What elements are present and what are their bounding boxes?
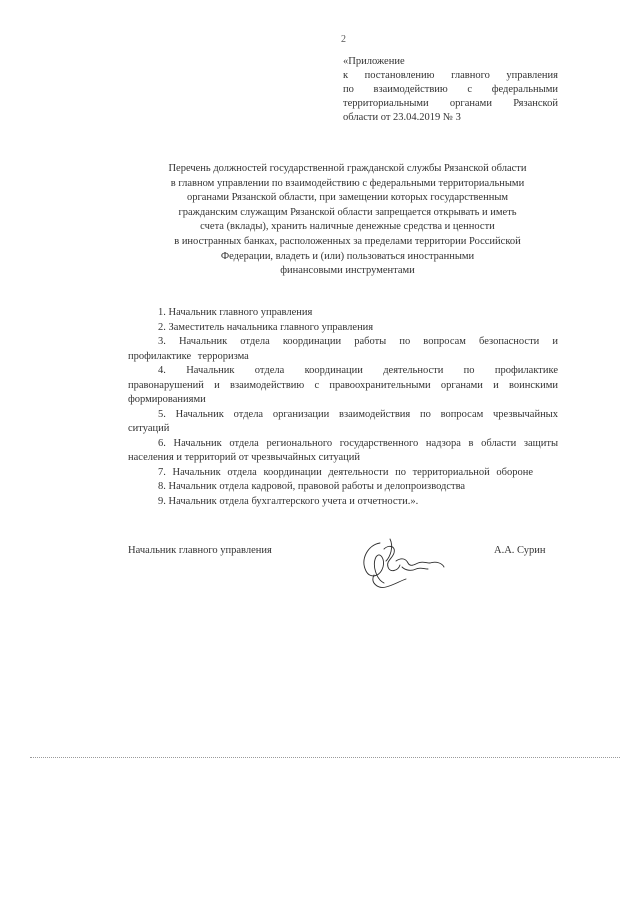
appendix-header bbox=[343, 55, 558, 125]
list-item: 7. Начальник отдела координации деятельности по территориальной обороне bbox=[158, 466, 534, 478]
list-item: 8. Начальник отдела кадровой, правовой работы и делопроизводства bbox=[158, 481, 466, 492]
appendix-header-line: территориальными органами Рязанской bbox=[343, 98, 558, 109]
title-line: финансовыми инструментами bbox=[280, 265, 415, 277]
title-line: органами Рязанской области, при замещении которых государственным bbox=[186, 192, 509, 204]
title-line: Федерации, владеть и (или) пользоваться иностранными bbox=[220, 250, 475, 262]
appendix-header-line: области от 23.04.2019 № 3 bbox=[343, 112, 461, 123]
list-item: 3. Начальник отдела координации работы по вопросам безопасности и профилактике терроризма bbox=[128, 336, 558, 362]
signer-title: Начальник главного управления bbox=[128, 545, 272, 556]
positions-list bbox=[128, 306, 558, 509]
appendix-header-line: к постановлению главного управления bbox=[343, 70, 558, 81]
list-item: 9. Начальник отдела бухгалтерского учета и отчетности.». bbox=[158, 495, 419, 507]
appendix-header-line: «Приложение bbox=[343, 56, 405, 67]
handwritten-signature bbox=[350, 537, 450, 595]
document-title bbox=[120, 162, 575, 279]
list-item: 4. Начальник отдела координации деятельности по профилактике правонарушений и взаимодействию с правоохранительными органами и воинскими формированиями bbox=[128, 365, 558, 405]
title-line: счета (вклады), хранить наличные денежные средства и ценности bbox=[200, 221, 495, 233]
list-item: 1. Начальник главного управления bbox=[158, 307, 313, 318]
page-number: 2 bbox=[341, 34, 346, 45]
title-line: в главном управлении по взаимодействию с федеральными территориальными bbox=[170, 177, 525, 189]
title-line: в иностранных банках, расположенных за пределами территории Российской bbox=[174, 235, 521, 247]
title-line: Перечень должностей государственной гражданской службы Рязанской области bbox=[168, 163, 527, 174]
list-item: 6. Начальник отдела регионального государственного надзора в области защиты населения и территорий от чрезвычайных ситуаций bbox=[128, 437, 558, 463]
signer-name: А.А. Сурин bbox=[494, 545, 546, 556]
list-item: 5. Начальник отдела организации взаимодействия по вопросам чрезвычайных ситуаций bbox=[128, 408, 558, 434]
appendix-header-line: по взаимодействию с федеральными bbox=[343, 84, 558, 95]
signature-block bbox=[128, 545, 568, 605]
title-line: гражданским служащим Рязанской области запрещается открывать и иметь bbox=[178, 206, 517, 218]
list-item: 2. Заместитель начальника главного управления bbox=[158, 321, 374, 333]
scan-edge-divider bbox=[30, 757, 620, 758]
